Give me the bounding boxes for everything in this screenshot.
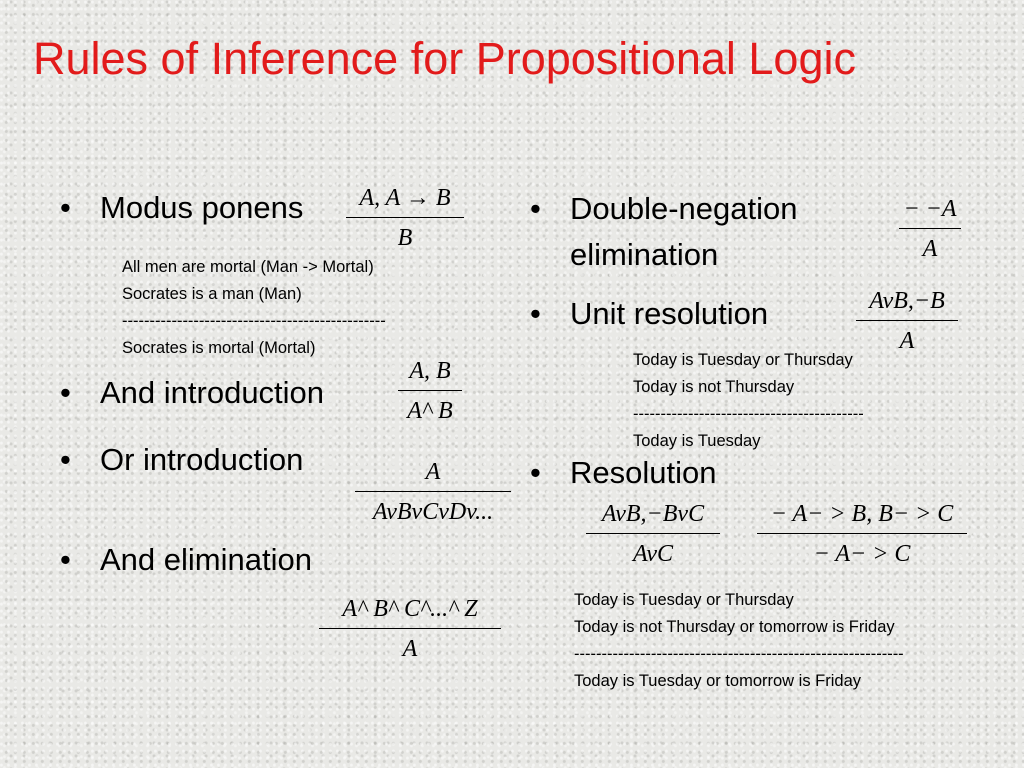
bullet-dot: • bbox=[530, 191, 541, 226]
double-negation-label-cont: elimination bbox=[570, 237, 719, 272]
bullet-dot: • bbox=[60, 542, 71, 577]
bullet-dot: • bbox=[60, 190, 71, 225]
example-line: Today is not Thursday bbox=[633, 378, 795, 396]
and-elimination-formula bbox=[318, 595, 502, 664]
double-negation-formula bbox=[898, 195, 962, 264]
unit-resolution-label: Unit resolution bbox=[570, 296, 769, 331]
modus-ponens-example bbox=[122, 254, 386, 362]
resolution-formula-2 bbox=[756, 500, 968, 569]
and-introduction-label: And introduction bbox=[100, 375, 325, 410]
and-elimination-label: And elimination bbox=[100, 542, 312, 577]
formula-denominator: A bbox=[402, 635, 418, 662]
bullet-dot: • bbox=[530, 296, 541, 331]
resolution-example bbox=[574, 587, 904, 695]
unit-resolution-example bbox=[633, 347, 864, 455]
bullet-and-elimination bbox=[60, 541, 312, 578]
formula-numerator: − A− > B, B− > C bbox=[770, 501, 954, 527]
resolution-formula-1 bbox=[585, 500, 721, 569]
formula-numerator: AvB,−B bbox=[869, 288, 945, 314]
modus-ponens-label: Modus ponens bbox=[100, 190, 304, 225]
formula-numerator: A, A → B bbox=[359, 185, 451, 211]
example-line: Today is Tuesday or Thursday bbox=[574, 591, 794, 609]
double-negation-label: Double-negation bbox=[570, 191, 798, 226]
example-line: ------------------------------------------------------------ bbox=[574, 645, 904, 663]
example-line: Today is not Thursday or tomorrow is Friday bbox=[574, 618, 895, 636]
unit-resolution-formula bbox=[855, 287, 959, 356]
bullet-double-negation bbox=[530, 190, 798, 227]
formula-denominator: A^ B bbox=[407, 397, 453, 424]
formula-denominator: A bbox=[922, 235, 938, 262]
bullet-resolution bbox=[530, 454, 716, 491]
bullet-dot: • bbox=[60, 442, 71, 477]
example-line: All men are mortal (Man -> Mortal) bbox=[122, 258, 374, 276]
slide-title: Rules of Inference for Propositional Logic bbox=[33, 33, 856, 84]
example-line: Today is Tuesday or tomorrow is Friday bbox=[574, 672, 862, 690]
bullet-dot: • bbox=[530, 455, 541, 490]
formula-denominator: B bbox=[397, 224, 413, 251]
or-introduction-label: Or introduction bbox=[100, 442, 304, 477]
resolution-label: Resolution bbox=[570, 455, 717, 490]
formula-denominator: AvBvCvDv... bbox=[372, 498, 494, 525]
formula-numerator: − −A bbox=[903, 196, 957, 222]
example-line: Today is Tuesday or Thursday bbox=[633, 351, 853, 369]
formula-numerator: A, B bbox=[409, 358, 451, 384]
bullet-and-introduction bbox=[60, 374, 324, 411]
bullet-or-introduction bbox=[60, 441, 303, 478]
and-introduction-formula bbox=[397, 357, 463, 426]
bullet-unit-resolution bbox=[530, 295, 768, 332]
example-line: Today is Tuesday bbox=[633, 432, 761, 450]
example-line: ------------------------------------------------ bbox=[122, 312, 386, 330]
formula-denominator: AvC bbox=[633, 540, 673, 567]
formula-denominator: − A− > C bbox=[813, 540, 911, 567]
example-line: ------------------------------------------ bbox=[633, 405, 864, 423]
bullet-dot: • bbox=[60, 375, 71, 410]
formula-denominator: A bbox=[899, 327, 915, 354]
formula-numerator: A^ B^ C^...^ Z bbox=[342, 596, 478, 622]
formula-numerator: AvB,−BvC bbox=[601, 501, 705, 527]
example-line: Socrates is mortal (Mortal) bbox=[122, 339, 316, 357]
example-line: Socrates is a man (Man) bbox=[122, 285, 302, 303]
modus-ponens-formula bbox=[345, 184, 465, 253]
bullet-modus-ponens bbox=[60, 189, 303, 226]
formula-numerator: A bbox=[425, 459, 441, 485]
or-introduction-formula bbox=[354, 458, 512, 527]
